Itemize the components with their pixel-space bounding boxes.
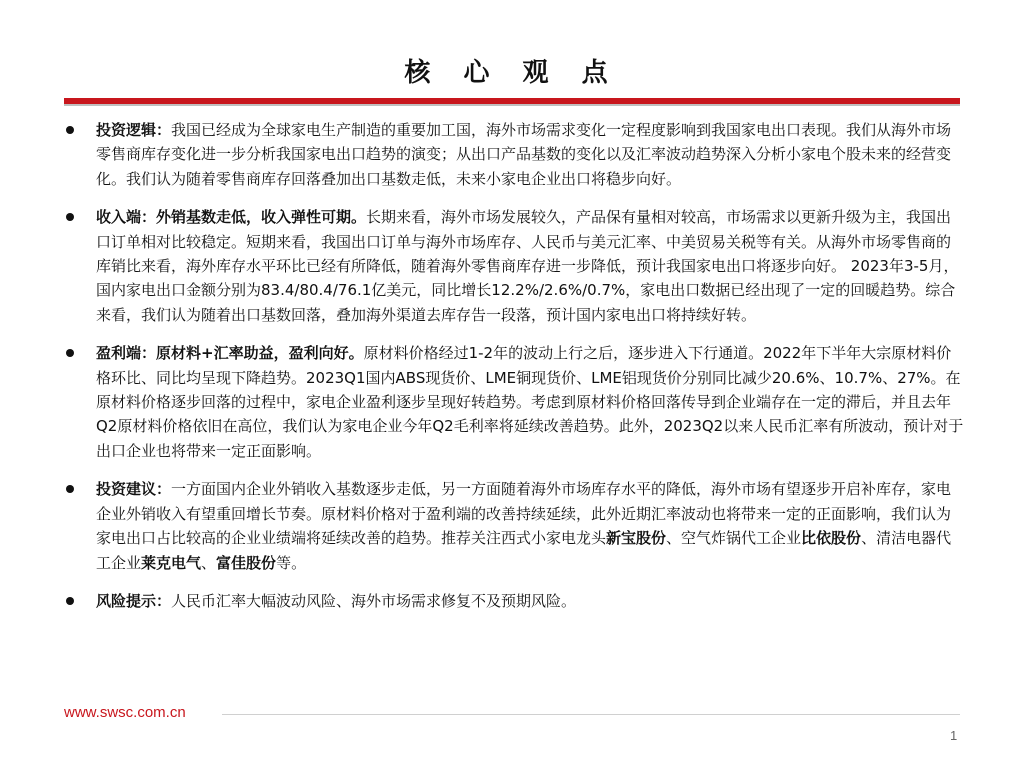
bullet-body: 、 xyxy=(201,553,217,572)
bullet-dot-icon xyxy=(66,126,74,134)
stock-name: 新宝股份 xyxy=(606,529,667,548)
bullet-dot-icon xyxy=(66,597,74,605)
bullet-dot-icon xyxy=(66,349,74,357)
bullet-body: 原材料价格经过1-2年的波动上行之后，逐步进入下行通道。2022年下半年大宗原材料价格环比、同比均呈现下降趋势。2023Q1国内ABS现货价、LME铜现货价、LME铝现货价分别同比减少20.6%、10.7%、27%。在原材料价格逐步回落的过程中，家电企业盈利逐步呈现好转趋势。考虑到原材料价格回落传导到企业端存在一定的滞后，并且去年Q2原材料价格依旧在高位，我们认为家电企业今年Q2毛利率将延续改善趋势。此外，2023Q2以来人民币汇率有所波动，预计对于出口企业也将带来一定正面影响。 xyxy=(96,344,964,460)
footer-divider xyxy=(222,714,960,715)
bullet-body: 长期来看，海外市场发展较久，产品保有量相对较高，市场需求以更新升级为主，我国出口订单相对比较稳定。短期来看，我国出口订单与海外市场库存、人民币与美元汇率、中美贸易关税等有关。从海外市场零售商的库销比来看，海外库存水平环比已经有所降低，随着海外零售商库存进一步降低，预计我国家电出口将逐步向好。 2023年3-5月，国内家电出口金额分别为83.4/80.4/76.1亿美元，同比增长12.2%/2.6%/0.7%，家电出口数据已经出现了一定的回暖趋势。综合来看，我们认为随着出口基数回落，叠加海外渠道去库存告一段落，预计国内家电出口将持续好转。 xyxy=(96,208,959,324)
bullet-text xyxy=(96,121,951,188)
bullet-dot-icon xyxy=(66,485,74,493)
stock-name: 莱克电气 xyxy=(141,553,202,572)
bullet-heading: 投资建议： xyxy=(96,480,172,499)
bullet-risk xyxy=(64,589,964,613)
bullet-body: 、空气炸锅代工企业 xyxy=(666,529,802,548)
bullet-body: 人民币汇率大幅波动风险、海外市场需求修复不及预期风险。 xyxy=(171,591,577,610)
bullet-heading: 收入端：外销基数走低，收入弹性可期。 xyxy=(96,208,367,227)
bullet-body: 、清洁电器代工企业 xyxy=(96,529,952,572)
bullet-heading: 投资逻辑： xyxy=(96,121,172,139)
bullet-body: 一方面国内企业外销收入基数逐步走低，另一方面随着海外市场库存水平的降低，海外市场有望逐步开启补库存，家电企业外销收入有望重回增长节奏。原材料价格对于盈利端的改善持续延续，此外近期汇率波动也将带来一定的正面影响，我们认为家电出口占比较高的企业业绩端将延续改善的趋势。推荐关注西式小家电龙头 xyxy=(96,480,952,548)
bullet-heading: 盈利端：原材料+汇率助益，盈利向好。 xyxy=(96,344,364,363)
stock-name: 富佳股份 xyxy=(216,553,277,572)
page-number: 1 xyxy=(950,728,958,743)
footer-website: www.swsc.com.cn xyxy=(64,704,186,721)
bullet-profit xyxy=(64,341,964,463)
key-points-list xyxy=(64,118,964,627)
bullet-dot-icon xyxy=(66,213,74,221)
bullet-text xyxy=(96,480,951,571)
title-divider-gray xyxy=(64,104,960,106)
bullet-body: 我国已经成为全球家电生产制造的重要加工国，海外市场需求变化一定程度影响到我国家电出口表现。我们从海外市场零售商库存变化进一步分析我国家电出口趋势的演变；从出口产品基数的变化以及汇率波动趋势深入分析小家电个股未来的经营变化。我们认为随着零售商库存回落叠加出口基数走低，未来小家电企业出口将稳步向好。 xyxy=(96,121,952,188)
bullet-text xyxy=(96,592,576,610)
bullet-text xyxy=(96,344,963,460)
bullet-text xyxy=(96,208,958,324)
stock-name: 比依股份 xyxy=(801,529,862,548)
page-title: 核 心 观 点 xyxy=(404,58,620,88)
bullet-investment-logic xyxy=(64,118,964,191)
bullet-heading: 风险提示： xyxy=(96,591,172,610)
bullet-investment-advice xyxy=(64,477,964,575)
bullet-body: 等。 xyxy=(276,553,307,572)
bullet-revenue xyxy=(64,205,964,327)
